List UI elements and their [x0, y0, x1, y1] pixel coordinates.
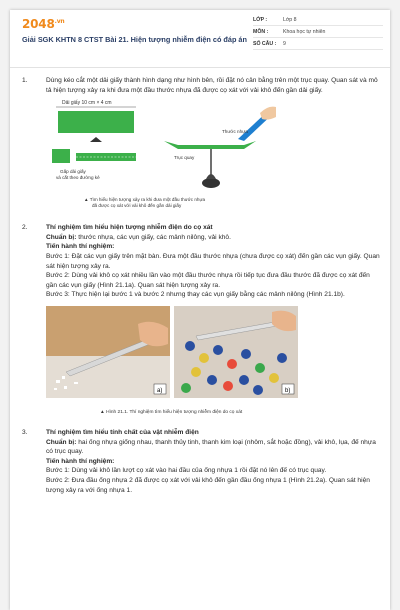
meta-row-grade: [253, 14, 383, 26]
meta-key: MÔN :: [253, 28, 269, 35]
content: [22, 76, 382, 495]
arrow-down-icon: [90, 137, 102, 142]
strip-label: Dải giấy 10 cm × 4 cm: [62, 100, 112, 107]
document-title: Giải SGK KHTN 8 CTST Bài 21. Hiện tượng nhiễm điện có đáp án: [22, 35, 247, 44]
hand-icon: [260, 107, 276, 120]
logo-text: 2048: [22, 17, 55, 31]
question-text: Dùng kéo cắt một dải giấy thành hình dạng như hình bên, rồi đặt nó cân bằng trên một trục quay. Quan sát và mô tả hiện tượng xảy ra khi đưa một đầu thước nhựa đã được cọ xát với vải khô đến gần dải giấy.: [46, 77, 378, 94]
step-2: Bước 2: Đưa đầu ống nhựa 2 đã được cọ xát với vải khô đến gần đầu ống nhựa 1 (Hình 21.2a). Quan sát hiện tượng xảy ra với ống nhựa 1.: [46, 476, 370, 494]
steps-label: Tiến hành thí nghiệm:: [46, 457, 115, 465]
meta-row-subject: [253, 26, 383, 38]
photo-a-label: a): [157, 387, 163, 394]
question-3: [22, 428, 382, 495]
photo-pair: [46, 306, 298, 404]
paper-strip-illustration: [46, 97, 276, 217]
page-header: [10, 10, 390, 68]
logo-suffix: .vn: [54, 18, 65, 25]
question-title: Thí nghiệm tìm hiểu hiện tượng nhiễm điện do cọ xát: [46, 224, 213, 232]
figure-paper-strip: [46, 97, 382, 217]
meta-key: LỚP :: [253, 16, 268, 23]
prep-text: thước nhựa, các vụn giấy, các mảnh nilông, vải khô.: [76, 233, 231, 241]
steps-label: Tiến hành thí nghiệm:: [46, 243, 115, 251]
step-1: Bước 1: Đặt các vụn giấy trên mặt bàn. Đưa một đầu thước nhựa (chưa được cọ xát) đến gần các vụn giấy. Quan sát hiện tượng xảy ra.: [46, 252, 380, 270]
photo-b-label: b): [285, 387, 291, 394]
question-1: [22, 76, 382, 95]
axis-label: Trục quay: [174, 155, 195, 161]
figure-caption: ▲ Hình 21.1. Thí nghiệm tìm hiểu hiện tượng nhiễm điện do cọ xát: [100, 409, 243, 415]
green-paper-strip: [58, 111, 134, 133]
question-2: [22, 223, 382, 300]
prep-text: hai ống nhựa giống nhau, thanh thủy tinh, thanh kim loại (nhôm, sắt hoặc đồng), vải khô, lụa, đế nhựa có trục quay.: [46, 438, 376, 456]
question-number: 1.: [22, 77, 28, 84]
meta-key: SỐ CÂU :: [253, 40, 277, 47]
pivot-stand: [206, 174, 216, 179]
fold-label: Gấp dải giấy và cắt theo đường kẻ: [56, 169, 100, 181]
prep-line: [46, 438, 382, 457]
prep-line: [46, 233, 382, 243]
question-number: 2.: [22, 224, 28, 232]
step-1: Bước 1: Dùng vải khô lần lượt cọ xát vào hai đầu của ống nhựa 1 rồi đặt nó lên đế có trục quay.: [46, 467, 327, 475]
meta-value: 9: [283, 40, 286, 47]
figure-21-1: [46, 306, 382, 416]
meta-value: Khoa học tự nhiên: [283, 28, 326, 35]
meta-table: [253, 14, 383, 50]
step-3: Bước 3: Thực hiện lại bước 1 và bước 2 nhưng thay các vụn giấy bằng các mảnh nilông (Hình 21.1b).: [46, 291, 345, 299]
folded-strip-left: [52, 149, 70, 163]
ruler-label: Thước nhựa: [222, 129, 248, 135]
prep-label: Chuẩn bị:: [46, 438, 77, 446]
figure-caption: ▲ Tìm hiểu hiện tượng xảy ra khi đưa một đầu thước nhựa đã được cọ xát với vải khô đến gần dải giấy: [84, 197, 206, 209]
document-page: [10, 10, 390, 610]
question-title: Thí nghiệm tìm hiểu tính chất của vật nhiễm điện: [46, 428, 199, 436]
site-logo[interactable]: [22, 17, 64, 31]
step-2: Bước 2: Dùng vải khô cọ xát nhiều lần vào một đầu thước nhựa rồi tiếp tục đưa đầu thước đã được cọ xát đến gần các vụn giấy (Hình 21.1a). Quan sát hiện tượng xảy ra.: [46, 272, 370, 289]
prep-label: Chuẩn bị:: [46, 233, 77, 241]
meta-value: Lớp 8: [283, 16, 297, 23]
meta-row-count: [253, 38, 383, 50]
question-number: 3.: [22, 428, 28, 436]
pivot-base: [202, 178, 220, 188]
